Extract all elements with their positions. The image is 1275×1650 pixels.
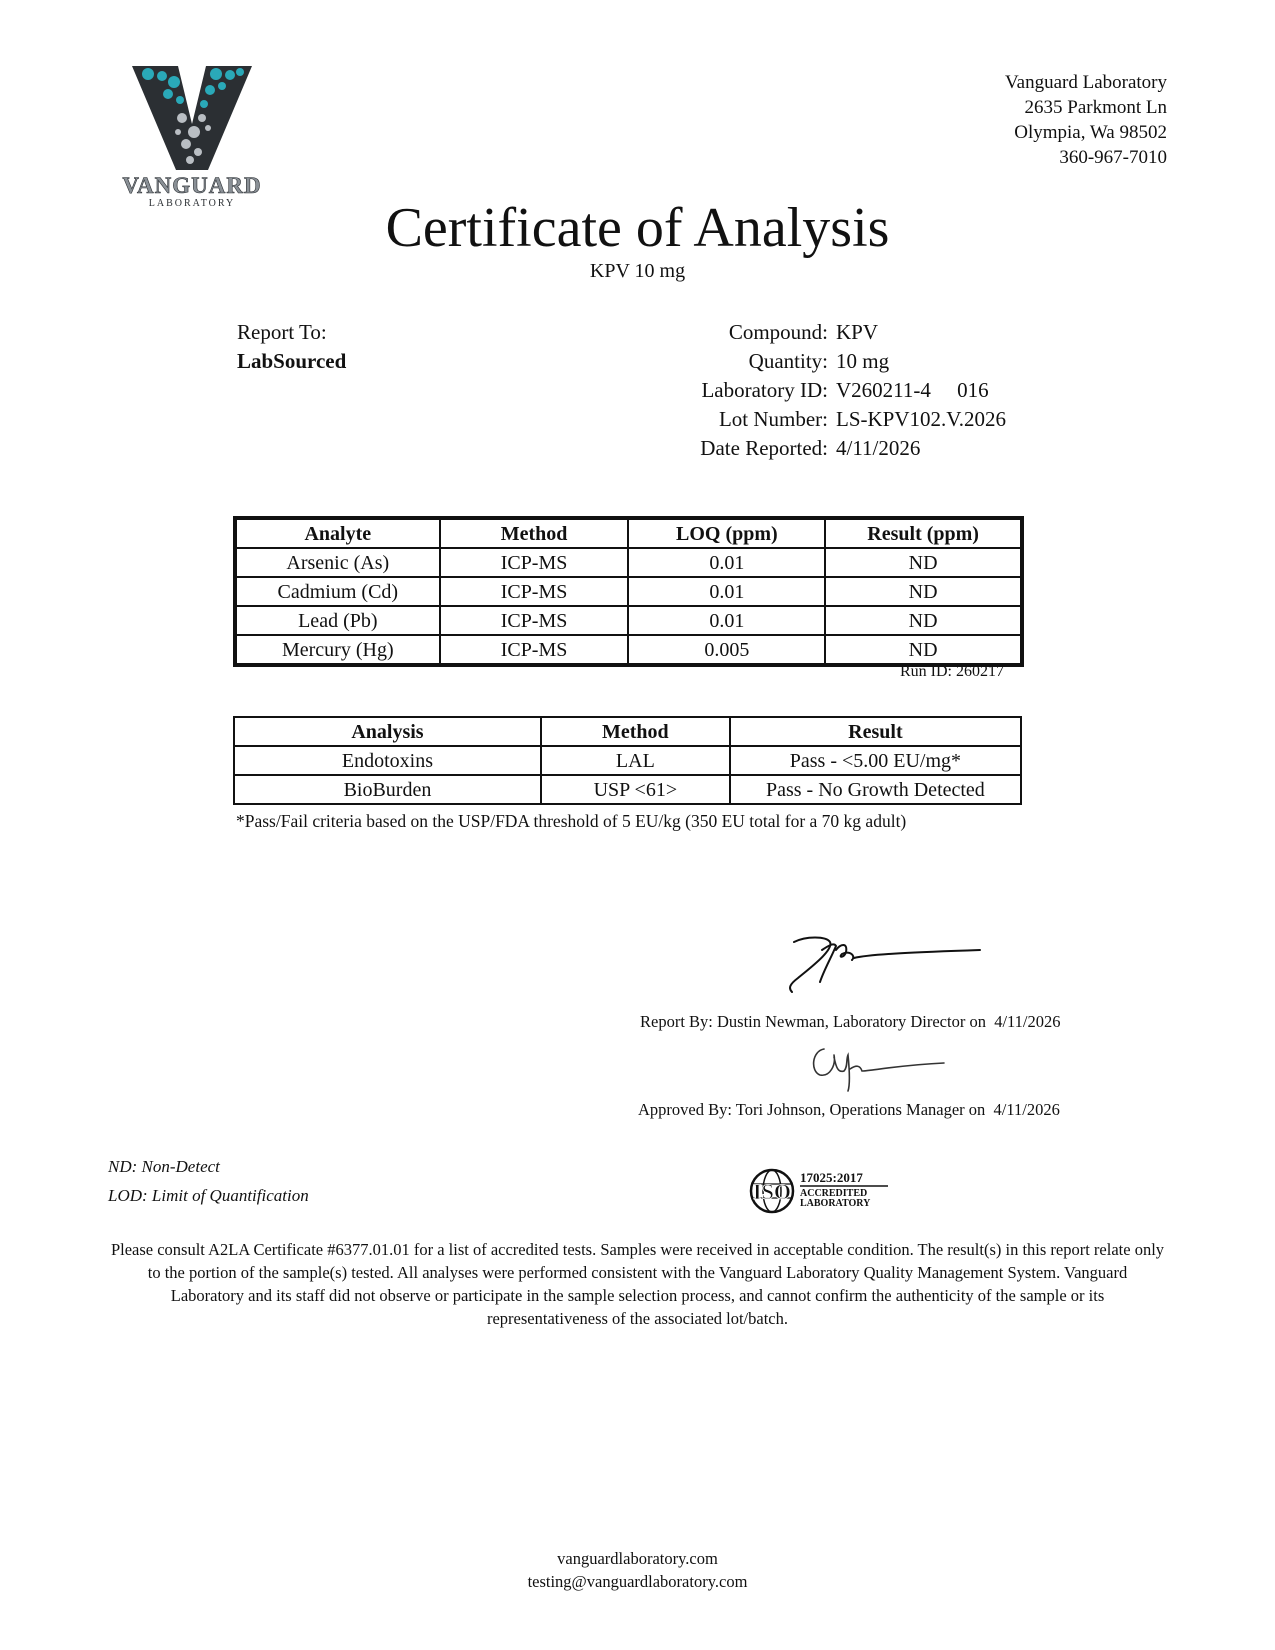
table-row [235, 606, 1022, 635]
table-cell: 0.01 [628, 548, 825, 577]
footer [0, 1547, 1275, 1593]
document-subtitle: KPV 10 mg [589, 260, 686, 282]
table-cell: Pass - <5.00 EU/mg* [730, 746, 1021, 775]
lab-street: 2635 Parkmont Ln [1024, 97, 1167, 118]
table-cell: ICP-MS [440, 635, 629, 665]
column-header: Method [541, 717, 730, 746]
sample-info [690, 318, 1006, 463]
iso-accreditation-badge [748, 1166, 898, 1216]
table-cell: 0.01 [628, 606, 825, 635]
column-header: LOQ (ppm) [628, 518, 825, 548]
info-value: 4/11/2026 [836, 436, 921, 460]
table-cell: ND [825, 577, 1022, 606]
heavy-metals-table [233, 516, 1024, 667]
table-cell: ICP-MS [440, 577, 629, 606]
legend-item: LOD: Limit of Quantification [108, 1186, 309, 1205]
table-cell: 0.005 [628, 635, 825, 665]
table-row [235, 635, 1022, 665]
info-value: V260211-4 016 [836, 378, 989, 402]
microbiology-table [233, 716, 1022, 805]
iso-line2: LABORATORY [800, 1198, 871, 1209]
table-cell: ICP-MS [440, 606, 629, 635]
table-cell: 0.01 [628, 577, 825, 606]
document-title: Certificate of Analysis [385, 197, 890, 259]
column-header: Analysis [234, 717, 541, 746]
table-row [234, 746, 1021, 775]
column-header: Result [730, 717, 1021, 746]
logo-tagline: LABORATORY [148, 198, 236, 209]
table-cell: Endotoxins [234, 746, 541, 775]
table-cell: ND [825, 606, 1022, 635]
table-cell: Mercury (Hg) [235, 635, 440, 665]
lab-name: Vanguard Laboratory [1005, 72, 1167, 93]
table-cell: Arsenic (As) [235, 548, 440, 577]
column-header: Result (ppm) [825, 518, 1022, 548]
info-row-date-reported [690, 434, 1006, 463]
iso-mark: ISO [753, 1179, 791, 1204]
abbreviation-legend [108, 1152, 309, 1210]
lab-phone: 360-967-7010 [1059, 147, 1167, 168]
footer-website-link[interactable]: vanguardlaboratory.com [557, 1549, 718, 1568]
info-label: Date Reported: [700, 436, 828, 460]
footer-email-link[interactable]: testing@vanguardlaboratory.com [527, 1572, 748, 1591]
table-cell: ICP-MS [440, 548, 629, 577]
info-row-lot-number [690, 405, 1006, 434]
table-cell: Pass - No Growth Detected [730, 775, 1021, 804]
column-header: Method [440, 518, 629, 548]
report-by-line: Report By: Dustin Newman, Laboratory Director on 4/11/2026 [640, 1012, 1061, 1031]
iso-line1: ACCREDITED [800, 1188, 868, 1199]
column-header: Analyte [235, 518, 440, 548]
info-value: LS-KPV102.V.2026 [836, 407, 1006, 431]
info-value: 10 mg [836, 349, 890, 373]
disclaimer-text: Please consult A2LA Certificate #6377.01.01 for a list of accredited tests. Samples were received in acceptable condition. The result(s) in this report relate only to the portion of the sample(s) tested. All analyses were performed consistent with the Vanguard Laboratory Quality Management System. Vanguard Laboratory and its staff did not observe or participate in the sample selection process, and cannot confirm the authenticity of the sample or its representativeness of the associated lot/batch. [110, 1240, 1165, 1328]
run-id: Run ID: 260217 [900, 663, 1004, 680]
iso-standard: 17025:2017 [800, 1170, 863, 1185]
table-cell: ND [825, 635, 1022, 665]
table-cell: ND [825, 548, 1022, 577]
info-row-laboratory-id [690, 376, 1006, 405]
info-row-quantity [690, 347, 1006, 376]
info-value: KPV [836, 320, 879, 344]
director-signature [780, 930, 990, 1000]
table-header-row [235, 518, 1022, 548]
report-to-block [237, 318, 346, 376]
info-label: Lot Number: [718, 407, 828, 431]
table-cell: Lead (Pb) [235, 606, 440, 635]
lab-city: Olympia, Wa 98502 [1014, 122, 1167, 143]
info-label: Laboratory ID: [701, 378, 828, 402]
table-cell: USP <61> [541, 775, 730, 804]
client-name: LabSourced [237, 349, 347, 373]
table-row [235, 577, 1022, 606]
info-row-compound [690, 318, 1006, 347]
table-cell: BioBurden [234, 775, 541, 804]
report-to-label: Report To: [237, 320, 327, 344]
legend-item: ND: Non-Detect [108, 1157, 220, 1176]
info-label: Compound: [728, 320, 828, 344]
criteria-footnote: *Pass/Fail criteria based on the USP/FDA threshold of 5 EU/kg (350 EU total for a 70 kg adult) [236, 811, 907, 831]
table-cell: LAL [541, 746, 730, 775]
logo-wordmark: VANGUARD [122, 173, 262, 198]
table-row [234, 775, 1021, 804]
table-header-row [234, 717, 1021, 746]
manager-signature [800, 1035, 950, 1095]
lab-address [1005, 70, 1167, 170]
table-row [235, 548, 1022, 577]
approved-by-line: Approved By: Tori Johnson, Operations Manager on 4/11/2026 [638, 1100, 1060, 1119]
vanguard-logo [118, 62, 266, 212]
info-label: Quantity: [748, 349, 828, 373]
table-cell: Cadmium (Cd) [235, 577, 440, 606]
